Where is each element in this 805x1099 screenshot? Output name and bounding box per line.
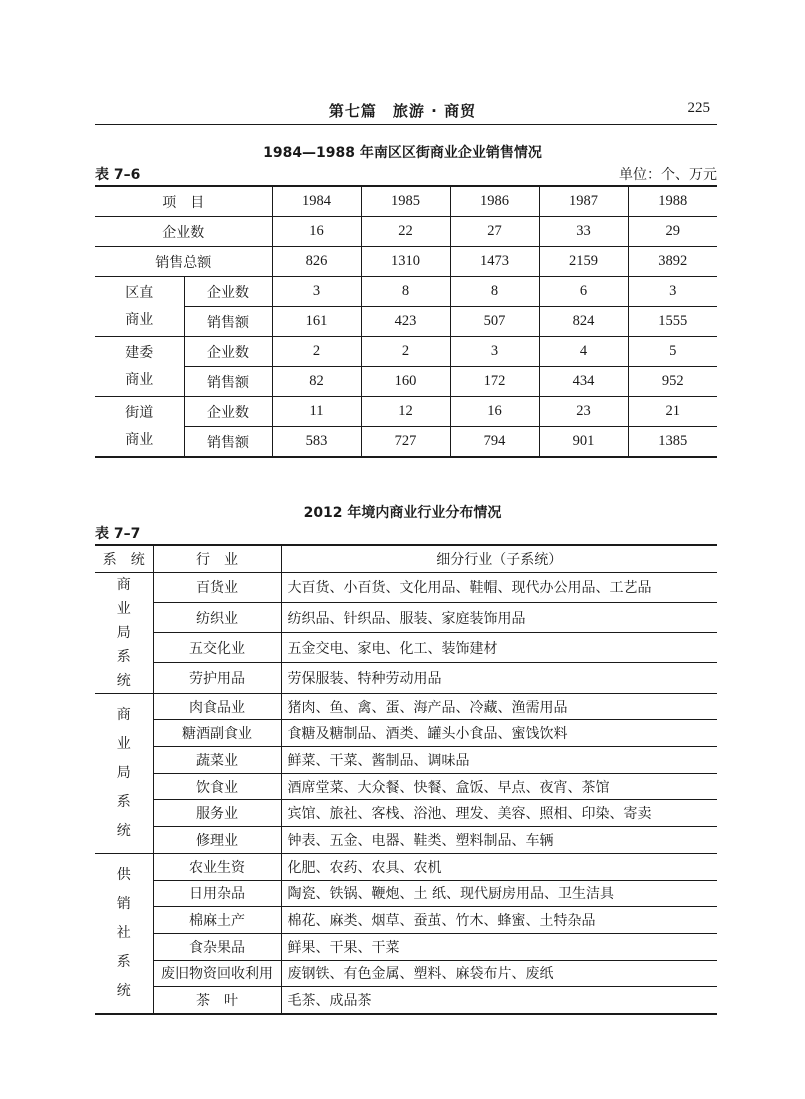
- cell-value: 22: [361, 217, 450, 247]
- table-row: [95, 572, 717, 602]
- table-row: [95, 602, 717, 632]
- table2-header-system: 系 统: [95, 545, 153, 572]
- group-name: 建委商业: [125, 344, 154, 388]
- group-label-qu-zhi: [95, 277, 184, 337]
- cell-value: 1385: [628, 427, 717, 458]
- table-row: [95, 337, 717, 367]
- row-label: 企业数: [95, 217, 272, 247]
- table-row: [95, 633, 717, 663]
- industry-cell: 肉食品业: [153, 693, 281, 720]
- detail-cell: 劳保服装、特种劳动用品: [281, 663, 717, 693]
- system-cell: [95, 572, 153, 693]
- cell-value: 33: [539, 217, 628, 247]
- detail-cell: 食糖及糖制品、酒类、罐头小食品、蜜饯饮料: [281, 720, 717, 747]
- table1-unit: 单位：个、万元: [619, 167, 717, 183]
- detail-cell: 棉花、麻类、烟草、蚕茧、竹木、蜂蜜、土特杂品: [281, 907, 717, 934]
- cell-value: 3: [450, 337, 539, 367]
- header-rule: [95, 124, 717, 125]
- table1-header-item: 项 目: [95, 186, 272, 217]
- cell-value: 27: [450, 217, 539, 247]
- table-row: [95, 800, 717, 827]
- table-row: [95, 663, 717, 693]
- detail-cell: 钟表、五金、电器、鞋类、塑料制品、车辆: [281, 827, 717, 854]
- table1-title: 1984—1988 年南区区街商业企业销售情况: [263, 145, 542, 161]
- group-name: 区直商业: [125, 284, 154, 328]
- group-label-jie-dao: [95, 397, 184, 458]
- table-row: [95, 693, 717, 720]
- cell-value: 16: [450, 397, 539, 427]
- page-number: 225: [687, 100, 710, 116]
- group-name: 街道商业: [125, 404, 154, 448]
- table1-label: 表 7–6: [95, 167, 141, 183]
- detail-cell: 陶瓷、铁锅、鞭炮、土 纸、现代厨房用品、卫生洁具: [281, 880, 717, 907]
- cell-value: 423: [361, 307, 450, 337]
- detail-cell: 鲜果、干果、干菜: [281, 933, 717, 960]
- cell-value: 1473: [450, 247, 539, 277]
- cell-value: 5: [628, 337, 717, 367]
- detail-cell: 猪肉、鱼、禽、蛋、海产品、冷藏、渔需用品: [281, 693, 717, 720]
- table1-header-year: 1986: [450, 186, 539, 217]
- cell-value: 2: [272, 337, 361, 367]
- industry-cell: 纺织业: [153, 602, 281, 632]
- detail-cell: 废钢铁、有色金属、塑料、麻袋布片、废纸: [281, 960, 717, 987]
- table-row: [95, 277, 717, 307]
- cell-value: 3892: [628, 247, 717, 277]
- cell-value: 952: [628, 367, 717, 397]
- row-label: 销售额: [184, 307, 272, 337]
- table-row: [95, 933, 717, 960]
- row-label: 销售总额: [95, 247, 272, 277]
- industry-cell: 饮食业: [153, 773, 281, 800]
- row-label: 销售额: [184, 427, 272, 458]
- system-cell: [95, 853, 153, 1014]
- industry-cell: 食杂果品: [153, 933, 281, 960]
- table-row: [95, 217, 717, 247]
- table2-label: 表 7–7: [95, 526, 141, 542]
- cell-value: 794: [450, 427, 539, 458]
- cell-value: 16: [272, 217, 361, 247]
- cell-value: 21: [628, 397, 717, 427]
- industry-cell: 蔬菜业: [153, 747, 281, 774]
- table-row: [95, 907, 717, 934]
- cell-value: 583: [272, 427, 361, 458]
- system-name: 商业局系统: [116, 576, 131, 689]
- table-row: [95, 987, 717, 1014]
- industry-cell: 日用杂品: [153, 880, 281, 907]
- table2-header-row: [95, 545, 717, 572]
- table-row: [95, 720, 717, 747]
- cell-value: 12: [361, 397, 450, 427]
- chapter-header: 第七篇 旅游 · 商贸: [328, 102, 477, 120]
- system-name: 供销社系统: [116, 866, 131, 999]
- cell-value: 824: [539, 307, 628, 337]
- table-row: [95, 307, 717, 337]
- group-label-jian-wei: [95, 337, 184, 397]
- table-row: [95, 853, 717, 880]
- table1: [95, 185, 717, 458]
- cell-value: 160: [361, 367, 450, 397]
- row-label: 企业数: [184, 337, 272, 367]
- cell-value: 434: [539, 367, 628, 397]
- cell-value: 172: [450, 367, 539, 397]
- cell-value: 8: [450, 277, 539, 307]
- table-row: [95, 427, 717, 458]
- table1-header-row: [95, 186, 717, 217]
- table2-header-detail: 细分行业（子系统）: [281, 545, 717, 572]
- table1-header-year: 1984: [272, 186, 361, 217]
- industry-cell: 服务业: [153, 800, 281, 827]
- table2-title: 2012 年境内商业行业分布情况: [303, 505, 502, 521]
- table2-header-industry: 行 业: [153, 545, 281, 572]
- cell-value: 3: [628, 277, 717, 307]
- table-row: [95, 247, 717, 277]
- cell-value: 2159: [539, 247, 628, 277]
- table1-header-year: 1985: [361, 186, 450, 217]
- system-cell: [95, 693, 153, 853]
- industry-cell: 五交化业: [153, 633, 281, 663]
- table-row: [95, 367, 717, 397]
- cell-value: 3: [272, 277, 361, 307]
- detail-cell: 鲜菜、干菜、酱制品、调味品: [281, 747, 717, 774]
- detail-cell: 化肥、农药、农具、农机: [281, 853, 717, 880]
- detail-cell: 宾馆、旅社、客栈、浴池、理发、美容、照相、印染、寄卖: [281, 800, 717, 827]
- table-row: [95, 880, 717, 907]
- industry-cell: 劳护用品: [153, 663, 281, 693]
- cell-value: 82: [272, 367, 361, 397]
- cell-value: 507: [450, 307, 539, 337]
- cell-value: 29: [628, 217, 717, 247]
- industry-cell: 农业生资: [153, 853, 281, 880]
- cell-value: 23: [539, 397, 628, 427]
- cell-value: 727: [361, 427, 450, 458]
- table-row: [95, 397, 717, 427]
- detail-cell: 酒席堂菜、大众餐、快餐、盒饭、早点、夜宵、茶馆: [281, 773, 717, 800]
- table1-header-year: 1988: [628, 186, 717, 217]
- table-row: [95, 960, 717, 987]
- table-row: [95, 773, 717, 800]
- cell-value: 901: [539, 427, 628, 458]
- table2: [95, 544, 717, 1015]
- cell-value: 826: [272, 247, 361, 277]
- cell-value: 2: [361, 337, 450, 367]
- system-name: 商业局系统: [116, 706, 131, 839]
- industry-cell: 修理业: [153, 827, 281, 854]
- detail-cell: 毛茶、成品茶: [281, 987, 717, 1014]
- table1-header-year: 1987: [539, 186, 628, 217]
- detail-cell: 五金交电、家电、化工、装饰建材: [281, 633, 717, 663]
- row-label: 企业数: [184, 397, 272, 427]
- cell-value: 1555: [628, 307, 717, 337]
- detail-cell: 纺织品、针织品、服装、家庭装饰用品: [281, 602, 717, 632]
- industry-cell: 百货业: [153, 572, 281, 602]
- row-label: 销售额: [184, 367, 272, 397]
- industry-cell: 废旧物资回收利用: [153, 960, 281, 987]
- cell-value: 6: [539, 277, 628, 307]
- industry-cell: 糖酒副食业: [153, 720, 281, 747]
- row-label: 企业数: [184, 277, 272, 307]
- cell-value: 8: [361, 277, 450, 307]
- cell-value: 1310: [361, 247, 450, 277]
- table-row: [95, 747, 717, 774]
- cell-value: 161: [272, 307, 361, 337]
- cell-value: 11: [272, 397, 361, 427]
- detail-cell: 大百货、小百货、文化用品、鞋帽、现代办公用品、工艺品: [281, 572, 717, 602]
- industry-cell: 茶 叶: [153, 987, 281, 1014]
- table-row: [95, 827, 717, 854]
- cell-value: 4: [539, 337, 628, 367]
- industry-cell: 棉麻土产: [153, 907, 281, 934]
